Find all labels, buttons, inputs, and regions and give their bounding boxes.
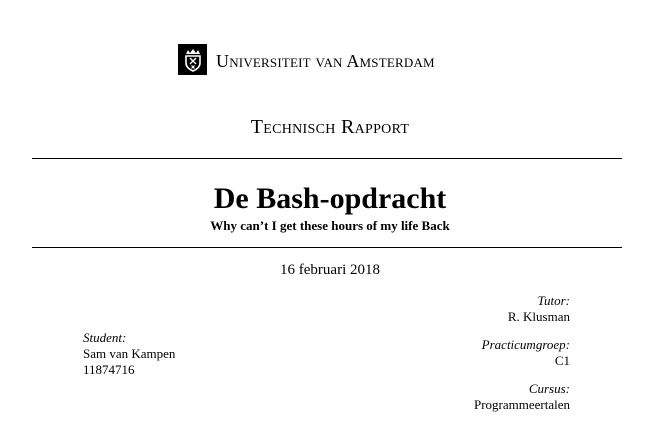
course-label: Cursus:: [528, 381, 570, 396]
student-name: Sam van Kampen: [83, 346, 176, 361]
course-info: [474, 293, 570, 425]
tutor-label: Tutor:: [537, 293, 570, 308]
practicum-group-value: C1: [554, 353, 570, 368]
practicum-group-label: Practicumgroep:: [481, 337, 570, 352]
course-name-info: [474, 381, 570, 413]
student-info: [83, 330, 175, 378]
title-rule-top: [32, 158, 622, 159]
document-title: De Bash-opdracht: [213, 182, 447, 215]
university-header: [178, 44, 435, 75]
tutor-name: R. Klusman: [507, 309, 570, 324]
university-name: Universiteit van Amsterdam: [216, 50, 435, 71]
document-date: 16 februari 2018: [280, 262, 380, 278]
practicum-group-info: [474, 337, 570, 369]
student-label: Student:: [83, 330, 127, 345]
tutor-info: [474, 293, 570, 325]
uva-shield-icon: [178, 44, 207, 75]
report-type: Technisch Rapport: [250, 116, 410, 138]
student-number: 11874716: [83, 362, 135, 377]
document-subtitle: Why can’t I get these hours of my life Back: [210, 218, 450, 233]
title-rule-bottom: [32, 247, 622, 248]
course-name: Programmeertalen: [473, 397, 570, 412]
